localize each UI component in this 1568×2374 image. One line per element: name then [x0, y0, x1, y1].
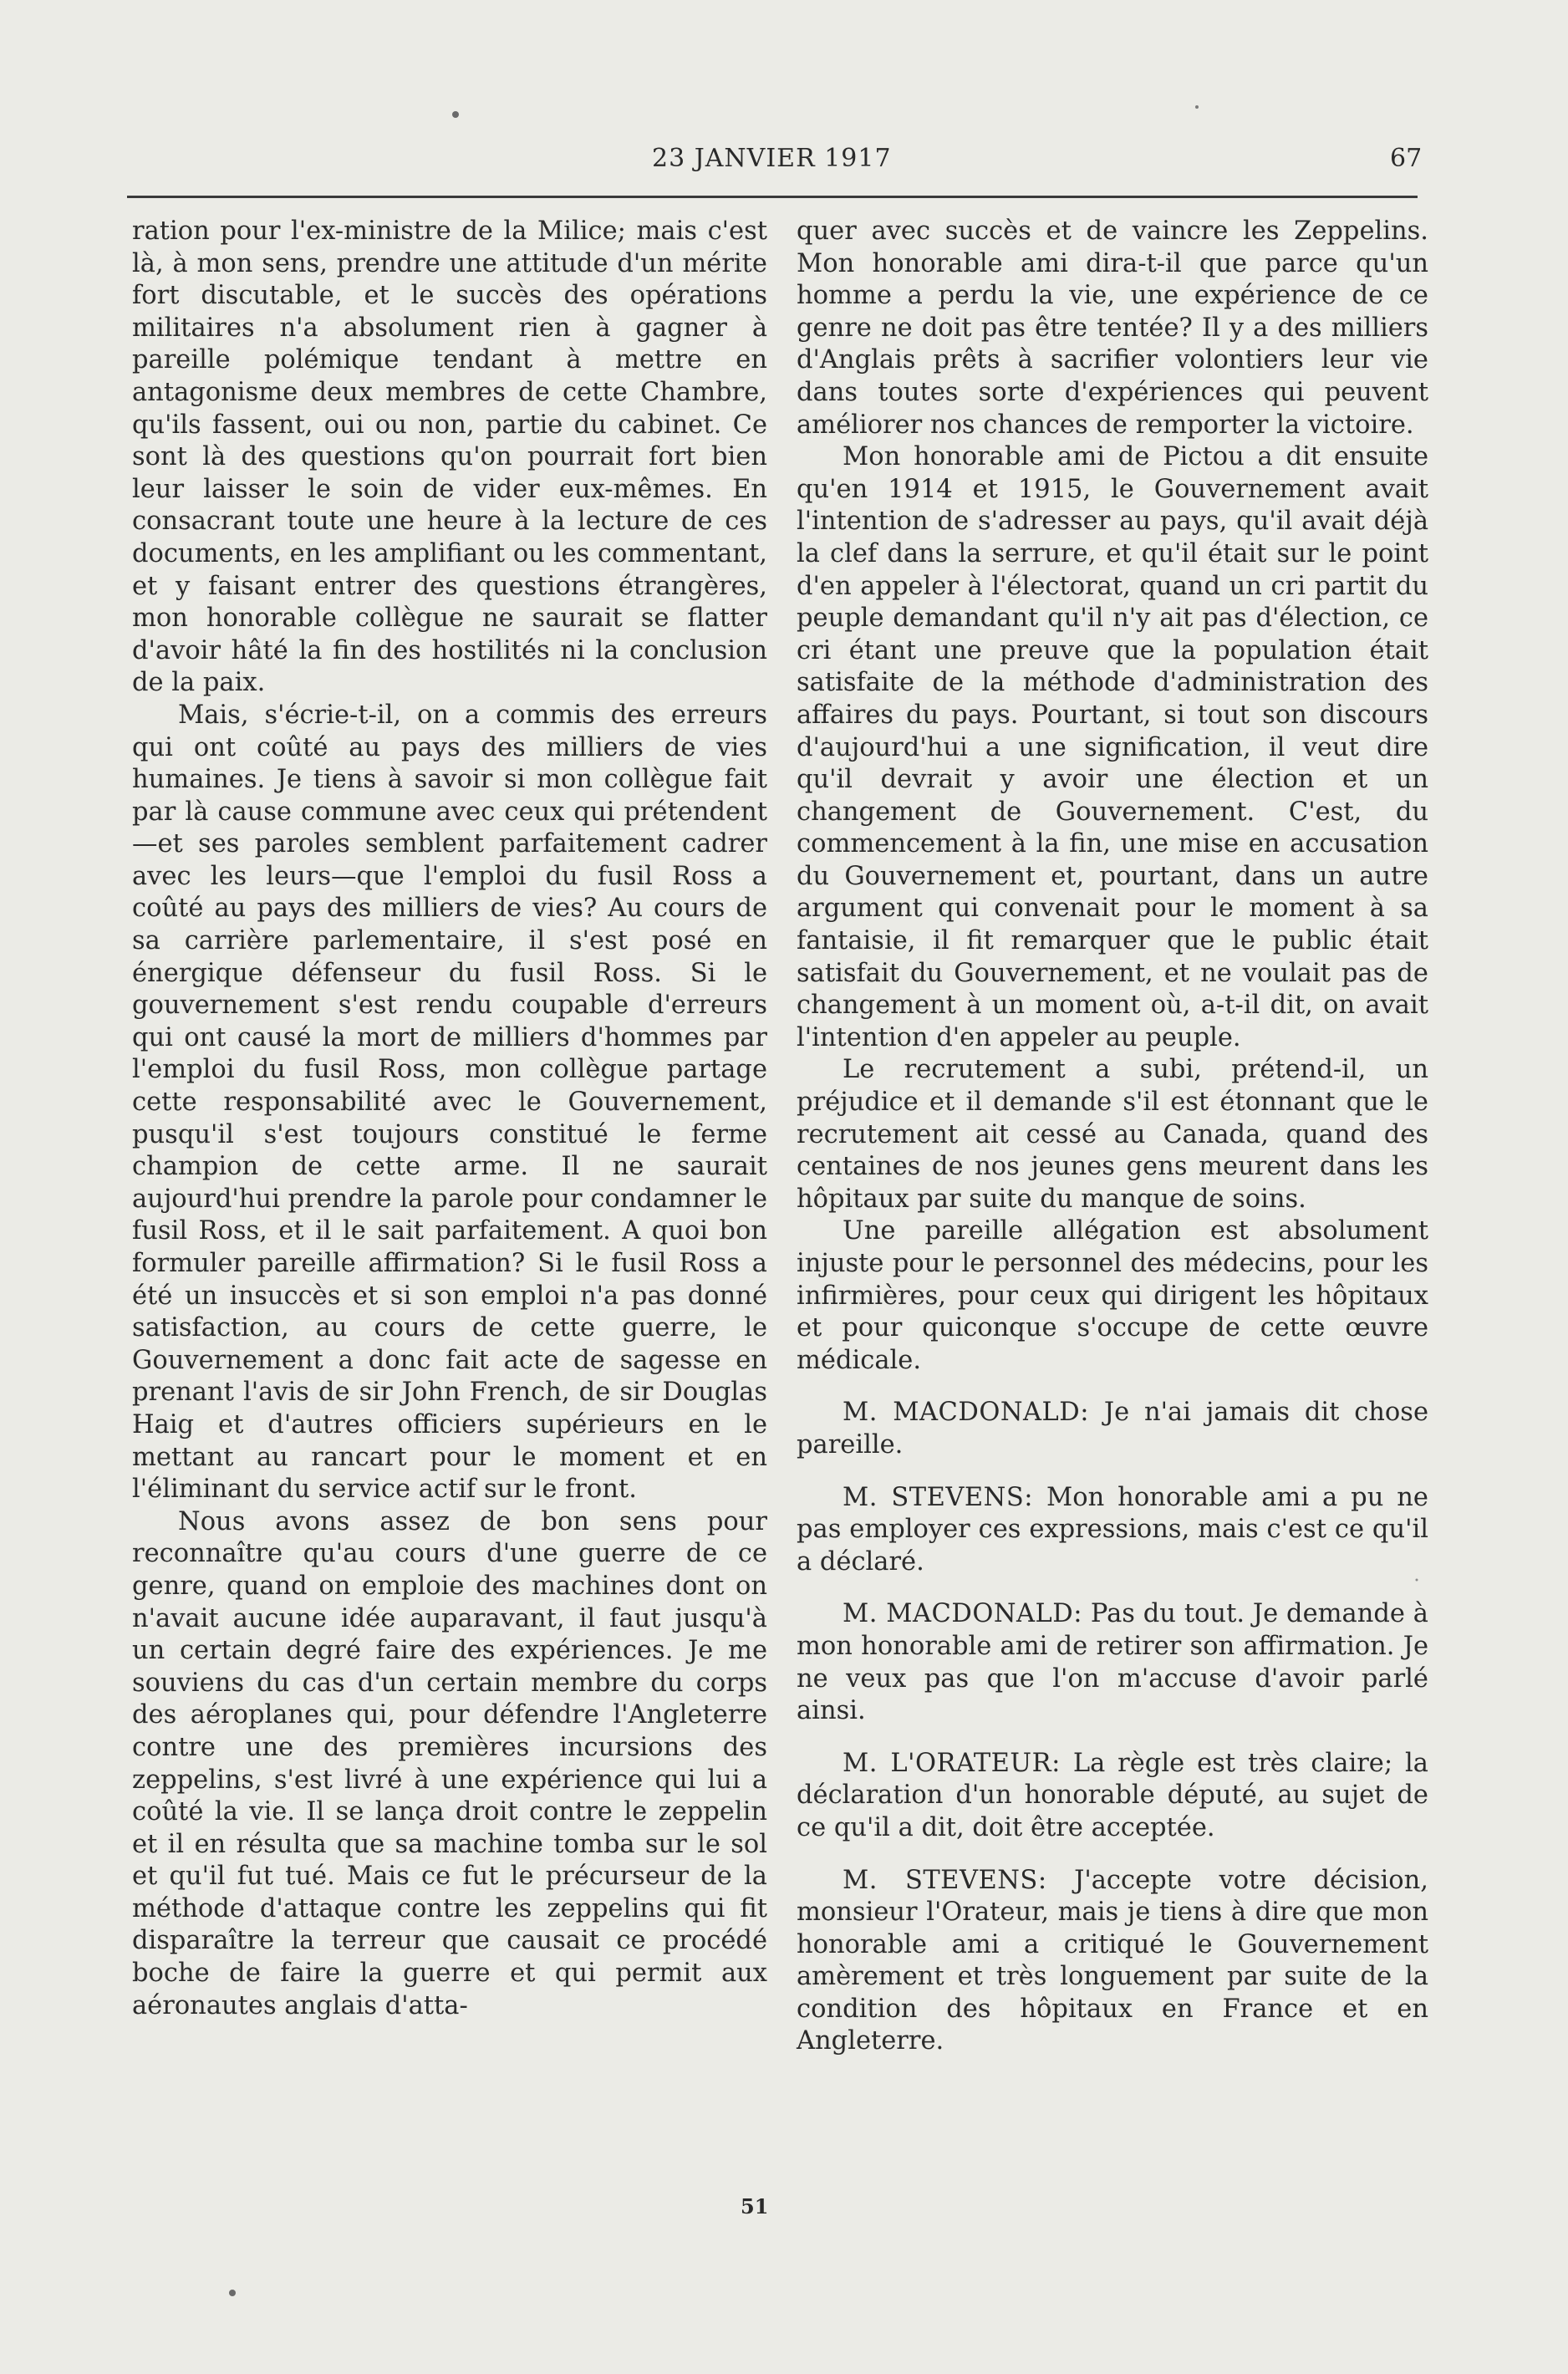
speaker-name: M. MACDONALD:	[843, 1398, 1090, 1428]
speech-text: Pas du tout. Je demande à mon honorable ami de retirer son affirmation. Je ne veux pas que l'on m'accuse d'avoir parlé ainsi.	[797, 1599, 1428, 1726]
paragraph: Le recrutement a subi, prétend-il, un préjudice et il demande s'il est étonnant que le recrutement ait cessé au Canada, quand des centaines de nos jeunes gens meurent dans les hôpitaux par suite du manque de soins.	[797, 1055, 1428, 1214]
paragraph: ration pour l'ex-ministre de la Milice; mais c'est là, à mon sens, prendre une attitude d'un mérite fort discutable, et le succès des opérations militaires n'a absolument rien à gagner à pareille polémique tendant à mettre en antagonisme deux membres de cette Chambre, qu'ils fassent, oui ou non, partie du cabinet. Ce sont là des questions qu'on pourrait fort bien leur laisser le soin de vider eux-mêmes. En consacrant toute une heure à la lecture de ces documents, en les amplifiant ou les commentant, et y faisant entrer des questions étrangères, mon honorable collègue ne saurait se flatter d'avoir hâté la fin des hostilités ni la conclusion de la paix.	[132, 217, 767, 698]
left-column	[132, 216, 767, 2022]
speech-text: J'accepte votre décision, monsieur l'Orateur, mais je tiens à dire que mon honorable ami a critiqué le Gouvernement amèrement et très longuement par suite de la condition des hôpitaux en France et en Angleterre.	[797, 1865, 1428, 2056]
paragraph: Mon honorable ami de Pictou a dit ensuite qu'en 1914 et 1915, le Gouvernement avait l'intention de s'adresser au pays, qu'il avait déjà la clef dans la serrure, et qu'il était sur le point d'en appeler à l'électorat, quand un cri partit du peuple demandant qu'il n'y ait pas d'élection, ce cri étant une preuve que la population était satisfaite de la méthode d'administration des affaires du pays. Pourtant, si tout son discours d'aujourd'hui a une signification, il veut dire qu'il devrait y avoir une élection et un changement de Gouvernement. C'est, du commencement à la fin, une mise en accusation du Gouvernement et, pourtant, dans un autre argument qui convenait pour le moment à sa fantaisie, il fit remarquer que le public était satisfait du Gouvernement, et ne voulait pas de changement à un moment où, a-t-il dit, on avait l'intention d'en appeler au peuple.	[797, 442, 1428, 1052]
speech	[797, 1482, 1428, 1579]
speech-text: La règle est très claire; la déclaration d'un honorable député, au sujet de ce qu'il a dit, doit être acceptée.	[797, 1748, 1428, 1842]
speaker-name: M. L'ORATEUR:	[843, 1748, 1061, 1778]
signature-mark: 51	[741, 2194, 769, 2219]
speech	[797, 1748, 1428, 1845]
right-column	[797, 216, 1428, 2058]
speaker-name: M. STEVENS:	[843, 1482, 1034, 1512]
page-number: 67	[1390, 144, 1423, 173]
paragraph: Mais, s'écrie-t-il, on a commis des erreurs qui ont coûté au pays des milliers de vies humaines. Je tiens à savoir si mon collègue fait par là cause commune avec ceux qui prétendent—et ses paroles semblent parfaitement cadrer avec les leurs—que l'emploi du fusil Ross a coûté au pays des milliers de vies? Au cours de sa carrière parlementaire, il s'est posé en énergique défenseur du fusil Ross. Si le gouvernement s'est rendu coupable d'erreurs qui ont causé la mort de milliers d'hommes par l'emploi du fusil Ross, mon collègue partage cette responsabilité avec le Gouvernement, pusqu'il s'est toujours constitué le ferme champion de cette arme. Il ne saurait aujourd'hui prendre la parole pour condamner le fusil Ross, et il le sait parfaitement. A quoi bon formuler pareille affirmation? Si le fusil Ross a été un insuccès et si son emploi n'a pas donné satisfaction, au cours de cette guerre, le Gouvernement a donc fait acte de sagesse en prenant l'avis de sir John French, de sir Douglas Haig et d'autres officiers supérieurs en le mettant au rancart pour le moment et en l'éliminant du service actif sur le front.	[132, 700, 767, 1505]
paragraph: Une pareille allégation est absolument injuste pour le personnel des médecins, pour les infirmières, pour ceux qui dirigent les hôpitaux et pour quiconque s'occupe de cette œuvre médicale.	[797, 1216, 1428, 1375]
speaker-name: M. MACDONALD:	[843, 1599, 1083, 1629]
speaker-name: M. STEVENS:	[843, 1865, 1047, 1895]
speech	[797, 1397, 1428, 1461]
speech	[797, 1865, 1428, 2059]
speck	[452, 111, 459, 118]
speck	[1195, 105, 1199, 109]
speck	[229, 2290, 236, 2296]
header-date: 23 JANVIER 1917	[652, 144, 892, 173]
speech-text: Mon honorable ami a pu ne pas employer ces expressions, mais c'est ce qu'il a déclaré.	[797, 1482, 1428, 1577]
paragraph: Nous avons assez de bon sens pour reconnaître qu'au cours d'une guerre de ce genre, quand on emploie des machines dont on n'avait aucune idée auparavant, il faut jusqu'à un certain degré faire des expériences. Je me souviens du cas d'un certain membre du corps des aéroplanes qui, pour défendre l'Angleterre contre une des premières incursions des zeppelins, s'est livré à une expérience qui lui a coûté la vie. Il se lança droit contre le zeppelin et il en résulta que sa machine tomba sur le sol et qu'il fut tué. Mais ce fut le précurseur de la méthode d'attaque contre les zeppelins qui fit disparaître la terreur que causait ce procédé boche de faire la guerre et qui permit aux aéronautes anglais d'atta-	[132, 1506, 767, 2020]
speech-text: Je n'ai jamais dit chose pareille.	[797, 1398, 1428, 1460]
speech	[797, 1598, 1428, 1727]
paragraph: quer avec succès et de vaincre les Zeppelins. Mon honorable ami dira-t-il que parce qu'un homme a perdu la vie, une expérience de ce genre ne doit pas être tentée? Il y a des milliers d'Anglais prêts à sacrifier volontiers leur vie dans toutes sorte d'expériences qui peuvent améliorer nos chances de remporter la victoire.	[797, 217, 1428, 440]
header-rule	[127, 196, 1418, 198]
